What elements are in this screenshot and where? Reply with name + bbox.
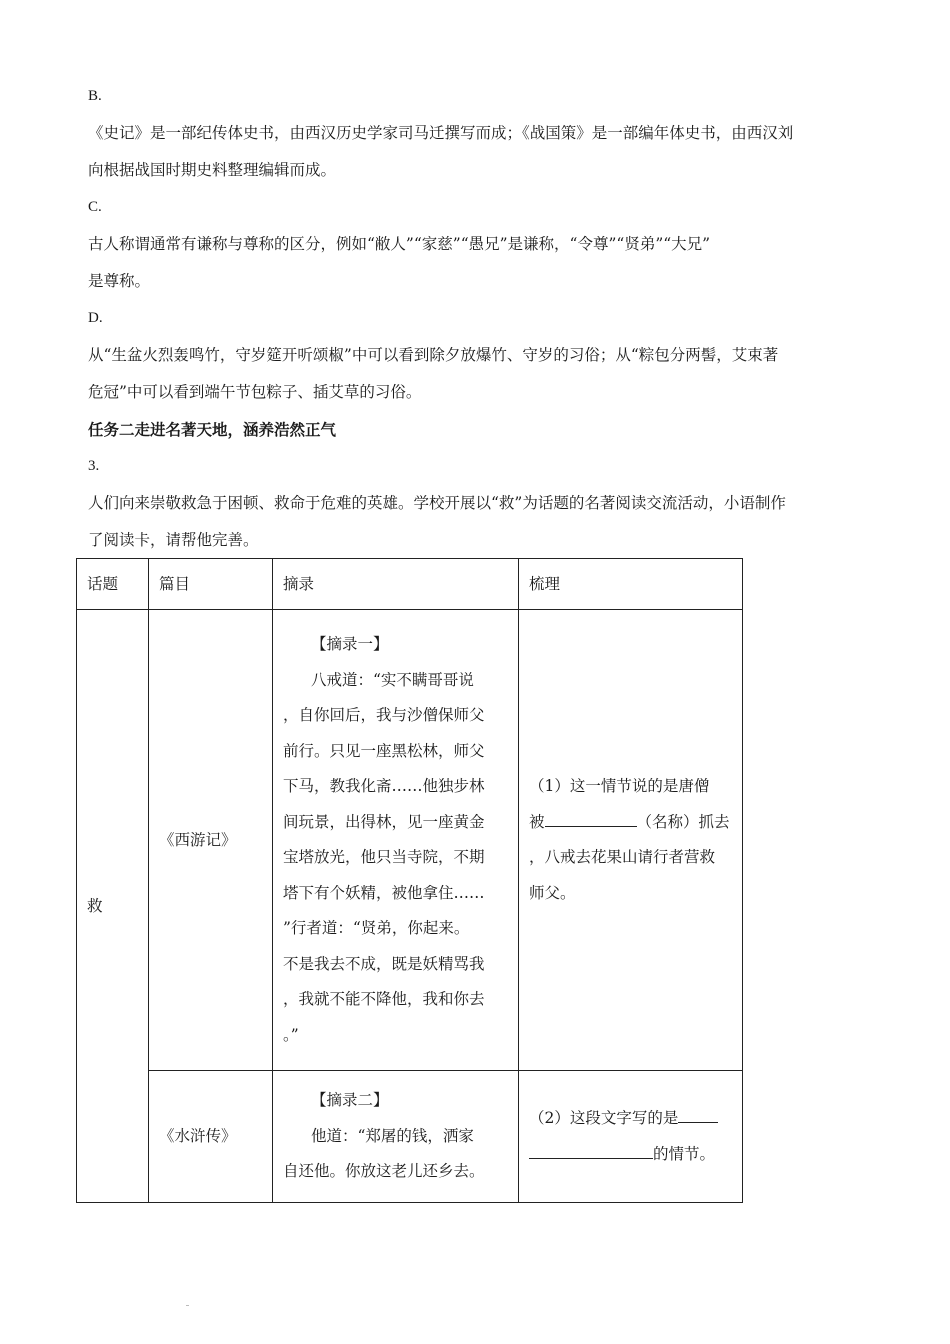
header-book: 篇目 <box>149 559 273 610</box>
excerpt-line: ”行者道：“贤弟，你起来。 <box>283 919 470 937</box>
excerpt-line: 自还他。你放这老儿还乡去。 <box>283 1162 485 1181</box>
book-cell-xiyouji: 《西游记》 <box>149 610 273 1071</box>
table-header-row <box>77 559 743 610</box>
option-letter-d: D. <box>88 310 103 326</box>
excerpt-line: 前行。只见一座黑松林，师父 <box>283 741 485 760</box>
sort-text: （2）这段文字写的是 <box>529 1109 679 1127</box>
option-d-line-1: 从“生盆火烈轰鸣竹，守岁筵开听颂椒”中可以看到除夕放爆竹、守岁的习俗；从“粽包分两髻，艾束著 <box>88 346 779 364</box>
option-letter-b: B. <box>88 88 102 104</box>
sort-line-with-blank <box>529 1101 732 1137</box>
excerpt-cell-1 <box>273 610 519 1071</box>
question-line-2: 了阅读卡，请帮他完善。 <box>88 531 259 549</box>
excerpt-line: 宝塔放光，他只当寺院，不期 <box>283 848 485 866</box>
answer-blank-1[interactable] <box>545 810 637 827</box>
option-b-line-1: 《史记》是一部纪传体史书，由西汉历史学家司马迁撰写而成；《战国策》是一部编年体史书，由西汉刘 <box>88 124 794 142</box>
excerpt-line: 间玩景，出得林，见一座黄金 <box>283 812 485 831</box>
sort-text: （名称）抓去 <box>636 812 730 831</box>
question-number: 3. <box>88 458 100 474</box>
excerpt-line: ，自你回后，我与沙僧保师父 <box>283 706 485 724</box>
footer-mark <box>186 1305 189 1306</box>
sort-text: 的情节。 <box>653 1144 716 1163</box>
excerpt-line: 他道：“郑屠的钱，洒家 <box>311 1126 474 1145</box>
document-body <box>88 78 868 559</box>
sort-line: （1）这一情节说的是唐僧 <box>529 777 710 795</box>
excerpt-title-1: 【摘录一】 <box>311 635 389 653</box>
option-c-line-1: 古人称谓通常有谦称与尊称的区分，例如“敝人”“家慈”“愚兄”是谦称，“令尊”“贤弟”“大兄” <box>88 235 711 253</box>
answer-blank-2b[interactable] <box>529 1142 653 1159</box>
sort-line-with-blank <box>529 1137 732 1173</box>
excerpt-cell-2 <box>273 1071 519 1203</box>
sort-cell-1 <box>519 610 743 1071</box>
sort-line-with-blank <box>529 805 732 841</box>
sort-text: 被 <box>529 812 545 831</box>
option-d-line-2: 危冠”中可以看到端午节包粽子、插艾草的习俗。 <box>88 383 422 401</box>
header-topic: 话题 <box>77 559 149 610</box>
excerpt-title-2: 【摘录二】 <box>311 1091 389 1110</box>
excerpt-line: ，我就不能不降他，我和你去 <box>283 990 485 1008</box>
topic-cell: 救 <box>77 610 149 1203</box>
sort-cell-2 <box>519 1071 743 1203</box>
task-heading: 任务二走进名著天地，涵养浩然正气 <box>88 420 337 439</box>
excerpt-line: 。” <box>283 1025 299 1044</box>
table-row <box>77 610 743 1071</box>
reading-card-table <box>76 558 743 1203</box>
option-b-line-2: 向根据战国时期史料整理编辑而成。 <box>88 161 337 179</box>
excerpt-line: 不是我去不成，既是妖精骂我 <box>283 954 485 973</box>
sort-line: 师父。 <box>529 883 576 902</box>
header-sort: 梳理 <box>519 559 743 610</box>
sort-line: ，八戒去花果山请行者营救 <box>529 848 716 866</box>
excerpt-line: 下马，教我化斋……他独步林 <box>283 777 485 795</box>
book-cell-shuihuzhuan: 《水浒传》 <box>149 1071 273 1203</box>
header-excerpt: 摘录 <box>273 559 519 610</box>
table-row <box>77 1071 743 1203</box>
question-line-1: 人们向来崇敬救急于困顿、救命于危难的英雄。学校开展以“救”为话题的名著阅读交流活动，小语制作 <box>88 494 786 512</box>
answer-blank-2a[interactable] <box>678 1106 718 1123</box>
option-letter-c: C. <box>88 199 102 215</box>
excerpt-line: 塔下有个妖精，被他拿住…… <box>283 883 485 902</box>
option-c-line-2: 是尊称。 <box>88 272 151 290</box>
excerpt-line: 八戒道：“实不瞒哥哥说 <box>311 670 474 689</box>
